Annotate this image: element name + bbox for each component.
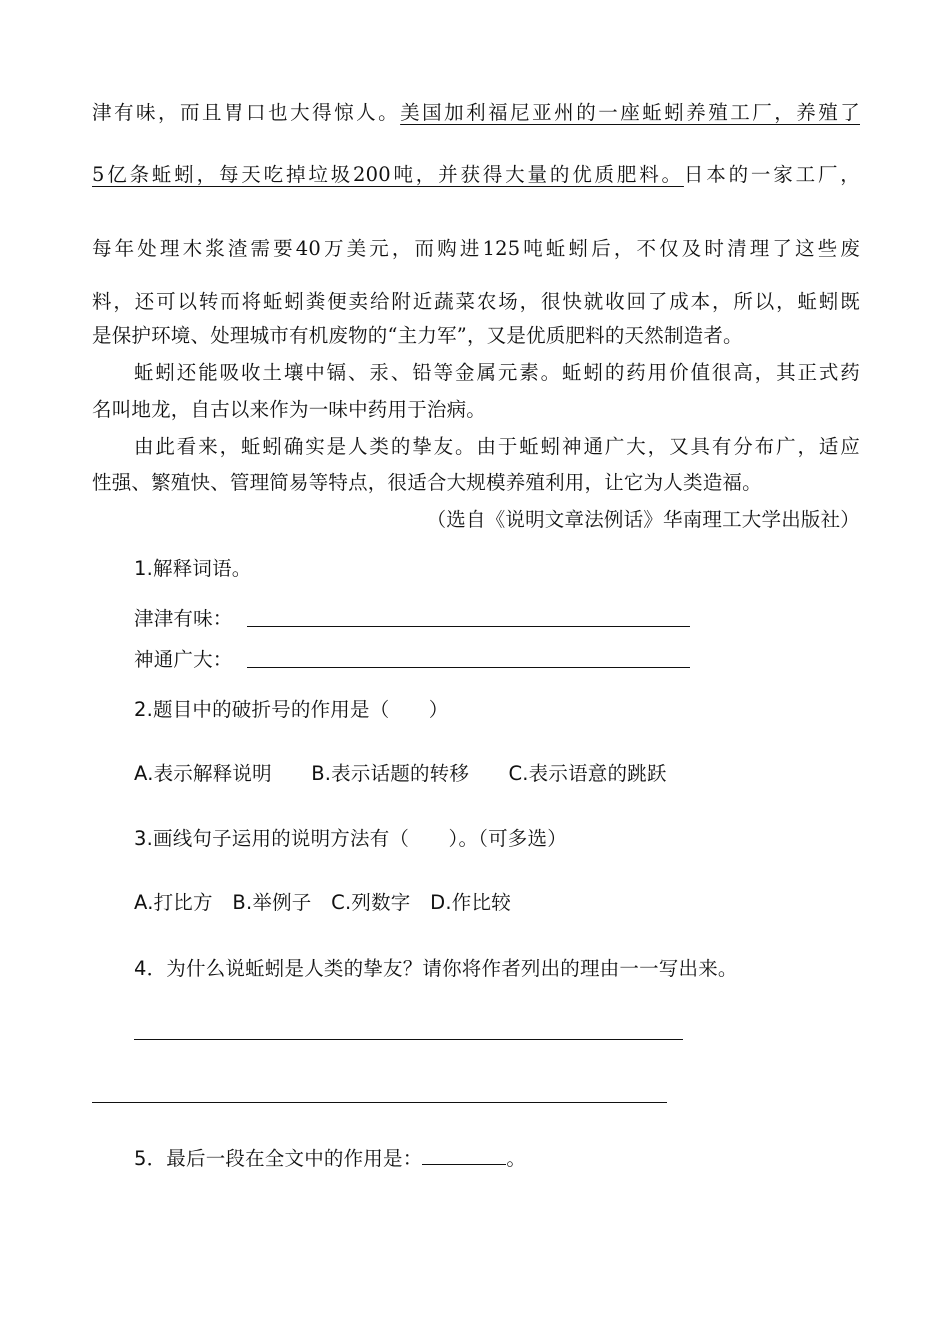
underlined-sentence: 5亿条蚯蚓，每天吃掉垃圾200吨，并获得大量的优质肥料。 bbox=[92, 163, 684, 186]
passage-line-8: 由此看来，蚯蚓确实是人类的挚友。由于蚯蚓神通广大，又具有分布广，适应 bbox=[134, 435, 860, 458]
answer-blank-4b[interactable] bbox=[92, 1102, 667, 1103]
question-3-options: A.打比方 B.举例子 C.列数字 D.作比较 bbox=[134, 891, 511, 914]
passage-line-5: 是保护环境、处理城市有机废物的“主力军”，又是优质肥料的天然制造者。 bbox=[92, 324, 743, 347]
question-2: 2.题目中的破折号的作用是（ ） bbox=[134, 698, 449, 721]
passage-line-3: 每年处理木浆渣需要40万美元，而购进125吨蚯蚓后，不仅及时清理了这些废 bbox=[92, 237, 860, 260]
question-4: 4．为什么说蚯蚓是人类的挚友？请你将作者列出的理由一一写出来。 bbox=[134, 957, 738, 980]
answer-blank-4a[interactable] bbox=[134, 1039, 683, 1040]
passage-text: 津有味，而且胃口也大得惊人。 bbox=[92, 101, 401, 124]
underlined-sentence: 美国加利福尼亚州的一座蚯蚓养殖工厂，养殖了 bbox=[400, 101, 860, 124]
answer-blank-5[interactable] bbox=[422, 1144, 506, 1165]
question-5-end: 。 bbox=[506, 1147, 527, 1170]
passage-line-7: 名叫地龙，自古以来作为一味中药用于治病。 bbox=[92, 398, 487, 421]
passage-text: 日本的一家工厂， bbox=[683, 163, 860, 186]
passage-line-9: 性强、繁殖快、管理简易等特点，很适合大规模养殖利用，让它为人类造福。 bbox=[92, 471, 762, 494]
question-5-text: 5．最后一段在全文中的作用是： bbox=[134, 1147, 423, 1170]
question-2-options: A.表示解释说明 B.表示话题的转移 C.表示语意的跳跃 bbox=[134, 762, 667, 785]
passage-line-4: 料，还可以转而将蚯蚓粪便卖给附近蔬菜农场，很快就收回了成本，所以，蚯蚓既 bbox=[92, 290, 860, 313]
answer-blank-2[interactable] bbox=[247, 667, 690, 668]
question-1-term-2: 神通广大： bbox=[134, 648, 233, 671]
question-3: 3.画线句子运用的说明方法有（ ）。（可多选） bbox=[134, 827, 567, 850]
question-1: 1.解释词语。 bbox=[134, 557, 252, 580]
passage-line-2 bbox=[92, 162, 860, 188]
passage-line-6: 蚯蚓还能吸收土壤中镉、汞、铅等金属元素。蚯蚓的药用价值很高，其正式药 bbox=[134, 361, 860, 384]
answer-blank-1[interactable] bbox=[247, 626, 690, 627]
passage-line-1 bbox=[92, 100, 860, 126]
question-1-term-1: 津津有味： bbox=[134, 607, 233, 630]
question-5 bbox=[134, 1144, 860, 1172]
source-citation: （选自《说明文章法例话》华南理工大学出版社） bbox=[426, 508, 860, 531]
